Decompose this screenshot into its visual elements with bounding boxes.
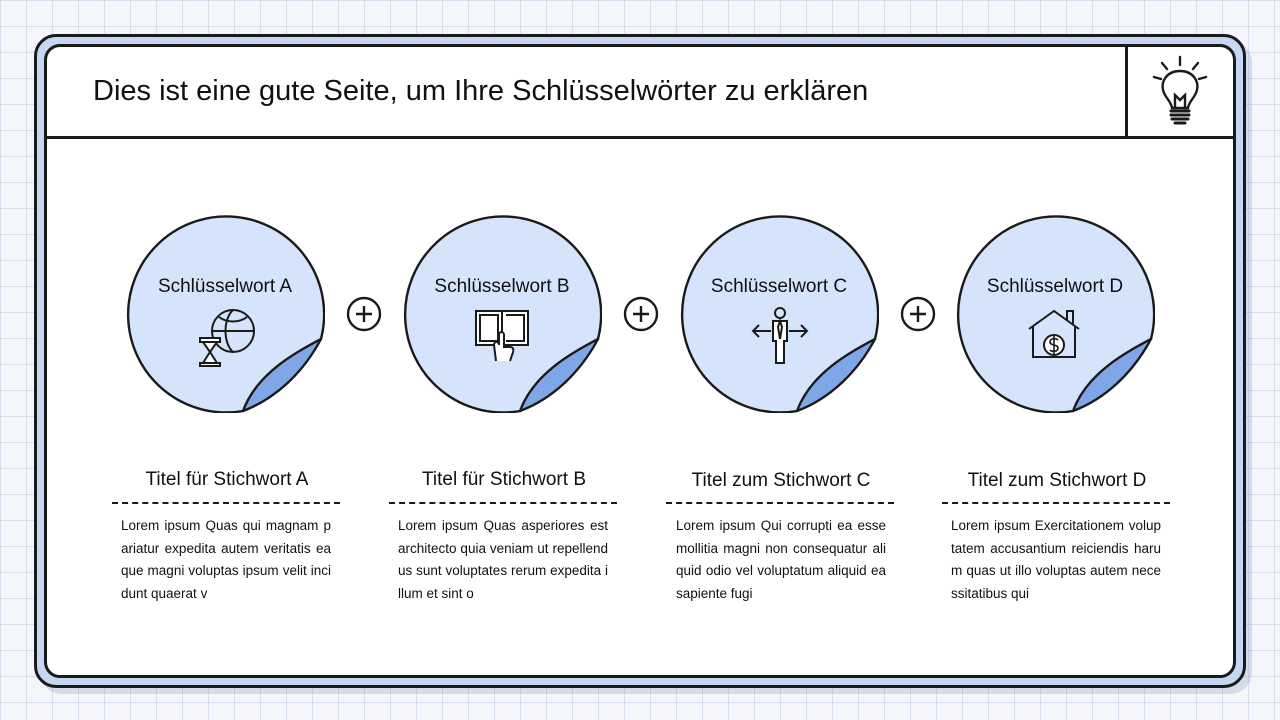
house-dollar-icon [1025, 305, 1087, 367]
person-directions-icon [749, 305, 811, 367]
globe-hourglass-icon [195, 305, 257, 367]
keyword-circle-c [679, 213, 879, 413]
keyword-description-a: Lorem ipsum Quas qui magnam pariatur expedita autem veritatis eaque magni voluptas ipsum velit incidunt quaerat v [121, 518, 331, 601]
plus-icon [623, 296, 659, 332]
keyword-description-b: Lorem ipsum Quas asperiores est architecto quia veniam ut repellendus sunt voluptates rerum expedita illum et sint o [398, 518, 608, 601]
dashed-divider [942, 502, 1170, 504]
lightbulb-icon [1150, 53, 1210, 127]
icon-box [1125, 47, 1233, 136]
keyword-description-c: Lorem ipsum Qui corrupti ea esse mollitia magni non consequatur aliquid odio vel voluptatum aliquid ea sapiente fugi [676, 518, 886, 601]
circle-label: Schlüsselwort C [710, 276, 848, 297]
keyword-title-b: Titel für Stichwort B [421, 469, 586, 490]
circle-label: Schlüsselwort D [986, 276, 1124, 297]
keyword-circle-a [125, 213, 325, 413]
plus-icon [900, 296, 936, 332]
circle-label: Schlüsselwort A [157, 276, 293, 297]
book-hand-icon [472, 305, 534, 367]
circle-label: Schlüsselwort B [434, 276, 570, 297]
keyword-title-d: Titel zum Stichwort D [967, 470, 1147, 491]
dashed-divider [112, 502, 340, 504]
header-bar [47, 47, 1233, 139]
keyword-title-c: Titel zum Stichwort C [691, 470, 871, 491]
keyword-circle-b [402, 213, 602, 413]
keyword-title-a: Titel für Stichwort A [145, 469, 309, 490]
keyword-description-d: Lorem ipsum Exercitationem voluptatem accusantium reiciendis harum quas ut illo voluptas autem necessitatibus qui [951, 518, 1161, 601]
page-title: Dies ist eine gute Seite, um Ihre Schlüsselwörter zu erklären [93, 75, 869, 107]
dashed-divider [389, 502, 617, 504]
dashed-divider [666, 502, 894, 504]
keyword-circle-d [955, 213, 1155, 413]
plus-icon [346, 296, 382, 332]
